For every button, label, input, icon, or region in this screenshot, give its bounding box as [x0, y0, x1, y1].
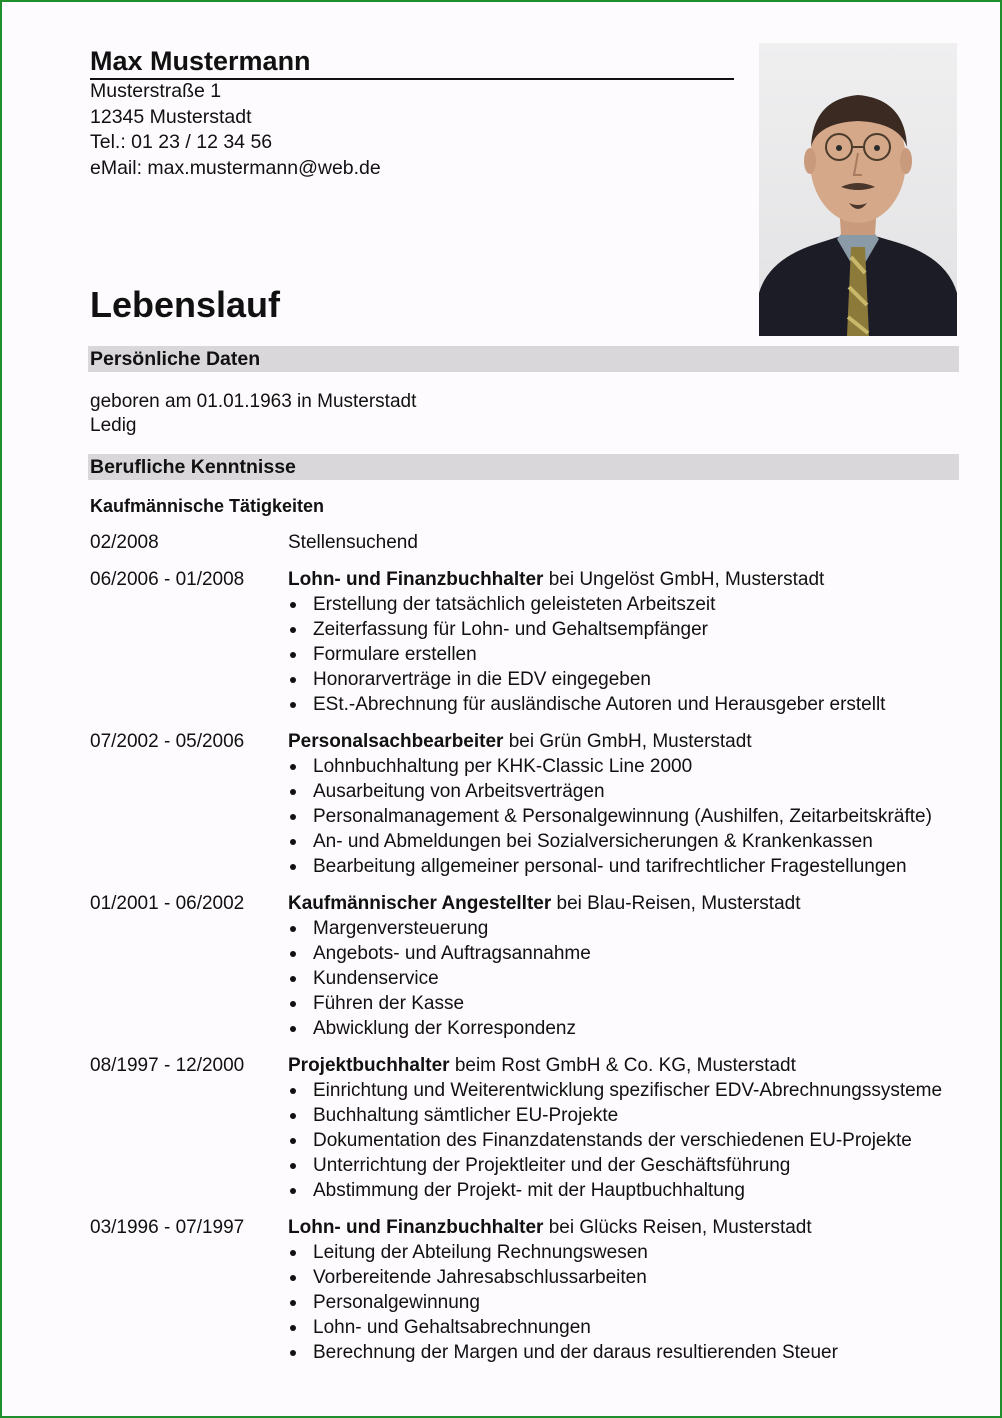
task-item: Unterrichtung der Projektleiter und der Geschäftsführung: [288, 1153, 960, 1178]
experience-list: [90, 530, 960, 1377]
experience-entry: [90, 1215, 960, 1365]
section-heading-personal: Persönliche Daten: [88, 346, 959, 372]
entry-heading: [288, 1215, 960, 1240]
task-list: [288, 592, 960, 717]
entry-heading: [288, 729, 960, 754]
entry-body: [288, 567, 960, 717]
phone-number: Tel.: 01 23 / 12 34 56: [90, 131, 273, 153]
entry-body: [288, 1215, 960, 1365]
entry-date: 03/1996 - 07/1997: [90, 1217, 245, 1238]
task-item: Buchhaltung sämtlicher EU-Projekte: [288, 1103, 960, 1128]
subheading-commercial: Kaufmännische Tätigkeiten: [90, 496, 325, 516]
entry-heading: [288, 891, 960, 916]
experience-entry: [90, 567, 960, 717]
entry-date: 07/2002 - 05/2006: [90, 731, 245, 752]
job-title: Kaufmännischer Angestellter: [288, 893, 552, 914]
task-item: Vorbereitende Jahresabschlussarbeiten: [288, 1265, 960, 1290]
job-title: Lohn- und Finanzbuchhalter: [288, 569, 544, 590]
document-title: Lebenslauf: [90, 284, 281, 325]
experience-entry: [90, 530, 960, 555]
employer: beim Rost GmbH & Co. KG, Musterstadt: [449, 1055, 796, 1076]
task-item: Lohnbuchhaltung per KHK-Classic Line 2000: [288, 754, 960, 779]
entry-heading: [288, 1053, 960, 1078]
contact-block: [90, 79, 381, 181]
birth-info: geboren am 01.01.1963 in Musterstadt: [90, 391, 417, 412]
employer: bei Grün GmbH, Musterstadt: [503, 731, 752, 752]
task-list: [288, 754, 960, 879]
task-item: Abstimmung der Projekt- mit der Hauptbuchhaltung: [288, 1178, 960, 1203]
task-item: Angebots- und Auftragsannahme: [288, 941, 960, 966]
experience-entry: [90, 1053, 960, 1203]
employer: bei Glücks Reisen, Musterstadt: [543, 1217, 812, 1238]
job-title: Personalsachbearbeiter: [288, 731, 504, 752]
task-item: ESt.-Abrechnung für ausländische Autoren und Herausgeber erstellt: [288, 692, 960, 717]
task-list: [288, 1078, 960, 1203]
task-item: Leitung der Abteilung Rechnungswesen: [288, 1240, 960, 1265]
entry-heading: [288, 530, 960, 555]
task-list: [288, 1240, 960, 1365]
job-title: Lohn- und Finanzbuchhalter: [288, 1217, 544, 1238]
task-item: Personalgewinnung: [288, 1290, 960, 1315]
experience-entry: [90, 729, 960, 879]
entry-body: [288, 891, 960, 1041]
task-item: Personalmanagement & Personalgewinnung (Aushilfen, Zeitarbeitskräfte): [288, 804, 960, 829]
task-item: Honorarverträge in die EDV eingegeben: [288, 667, 960, 692]
task-item: Erstellung der tatsächlich geleisteten Arbeitszeit: [288, 592, 960, 617]
task-item: Lohn- und Gehaltsabrechnungen: [288, 1315, 960, 1340]
task-item: Bearbeitung allgemeiner personal- und tarifrechtlicher Fragestellungen: [288, 854, 960, 879]
entry-date: 06/2006 - 01/2008: [90, 569, 245, 590]
task-list: [288, 916, 960, 1041]
entry-date: 01/2001 - 06/2002: [90, 893, 245, 914]
employer: bei Blau-Reisen, Musterstadt: [551, 893, 801, 914]
task-item: Kundenservice: [288, 966, 960, 991]
entry-body: [288, 729, 960, 879]
task-item: Margenversteuerung: [288, 916, 960, 941]
street-address: Musterstraße 1: [90, 80, 222, 102]
task-item: Dokumentation des Finanzdatenstands der verschiedenen EU-Projekte: [288, 1128, 960, 1153]
marital-status: Ledig: [90, 415, 137, 436]
entry-date: 02/2008: [90, 532, 159, 553]
experience-entry: [90, 891, 960, 1041]
task-item: Abwicklung der Korrespondenz: [288, 1016, 960, 1041]
task-item: Einrichtung und Weiterentwicklung spezifischer EDV-Abrechnungssysteme: [288, 1078, 960, 1103]
task-item: An- und Abmeldungen bei Sozialversicherungen & Krankenkassen: [288, 829, 960, 854]
section-heading-skills: Berufliche Kenntnisse: [88, 454, 959, 480]
entry-heading: [288, 567, 960, 592]
email-address: eMail: max.mustermann@web.de: [90, 156, 381, 179]
personal-data: [90, 390, 416, 438]
task-item: Ausarbeitung von Arbeitsverträgen: [288, 779, 960, 804]
applicant-name: Max Mustermann: [90, 44, 734, 80]
entry-body: [288, 1053, 960, 1203]
task-item: Zeiterfassung für Lohn- und Gehaltsempfänger: [288, 617, 960, 642]
applicant-photo: [759, 43, 957, 336]
task-item: Formulare erstellen: [288, 642, 960, 667]
employer: bei Ungelöst GmbH, Musterstadt: [543, 569, 825, 590]
entry-body: [288, 530, 960, 555]
task-item: Berechnung der Margen und der daraus resultierenden Steuer: [288, 1340, 960, 1365]
city-address: 12345 Musterstadt: [90, 105, 252, 128]
entry-date: 08/1997 - 12/2000: [90, 1055, 245, 1076]
task-item: Führen der Kasse: [288, 991, 960, 1016]
employer: Stellensuchend: [288, 532, 418, 553]
job-title: Projektbuchhalter: [288, 1055, 450, 1076]
